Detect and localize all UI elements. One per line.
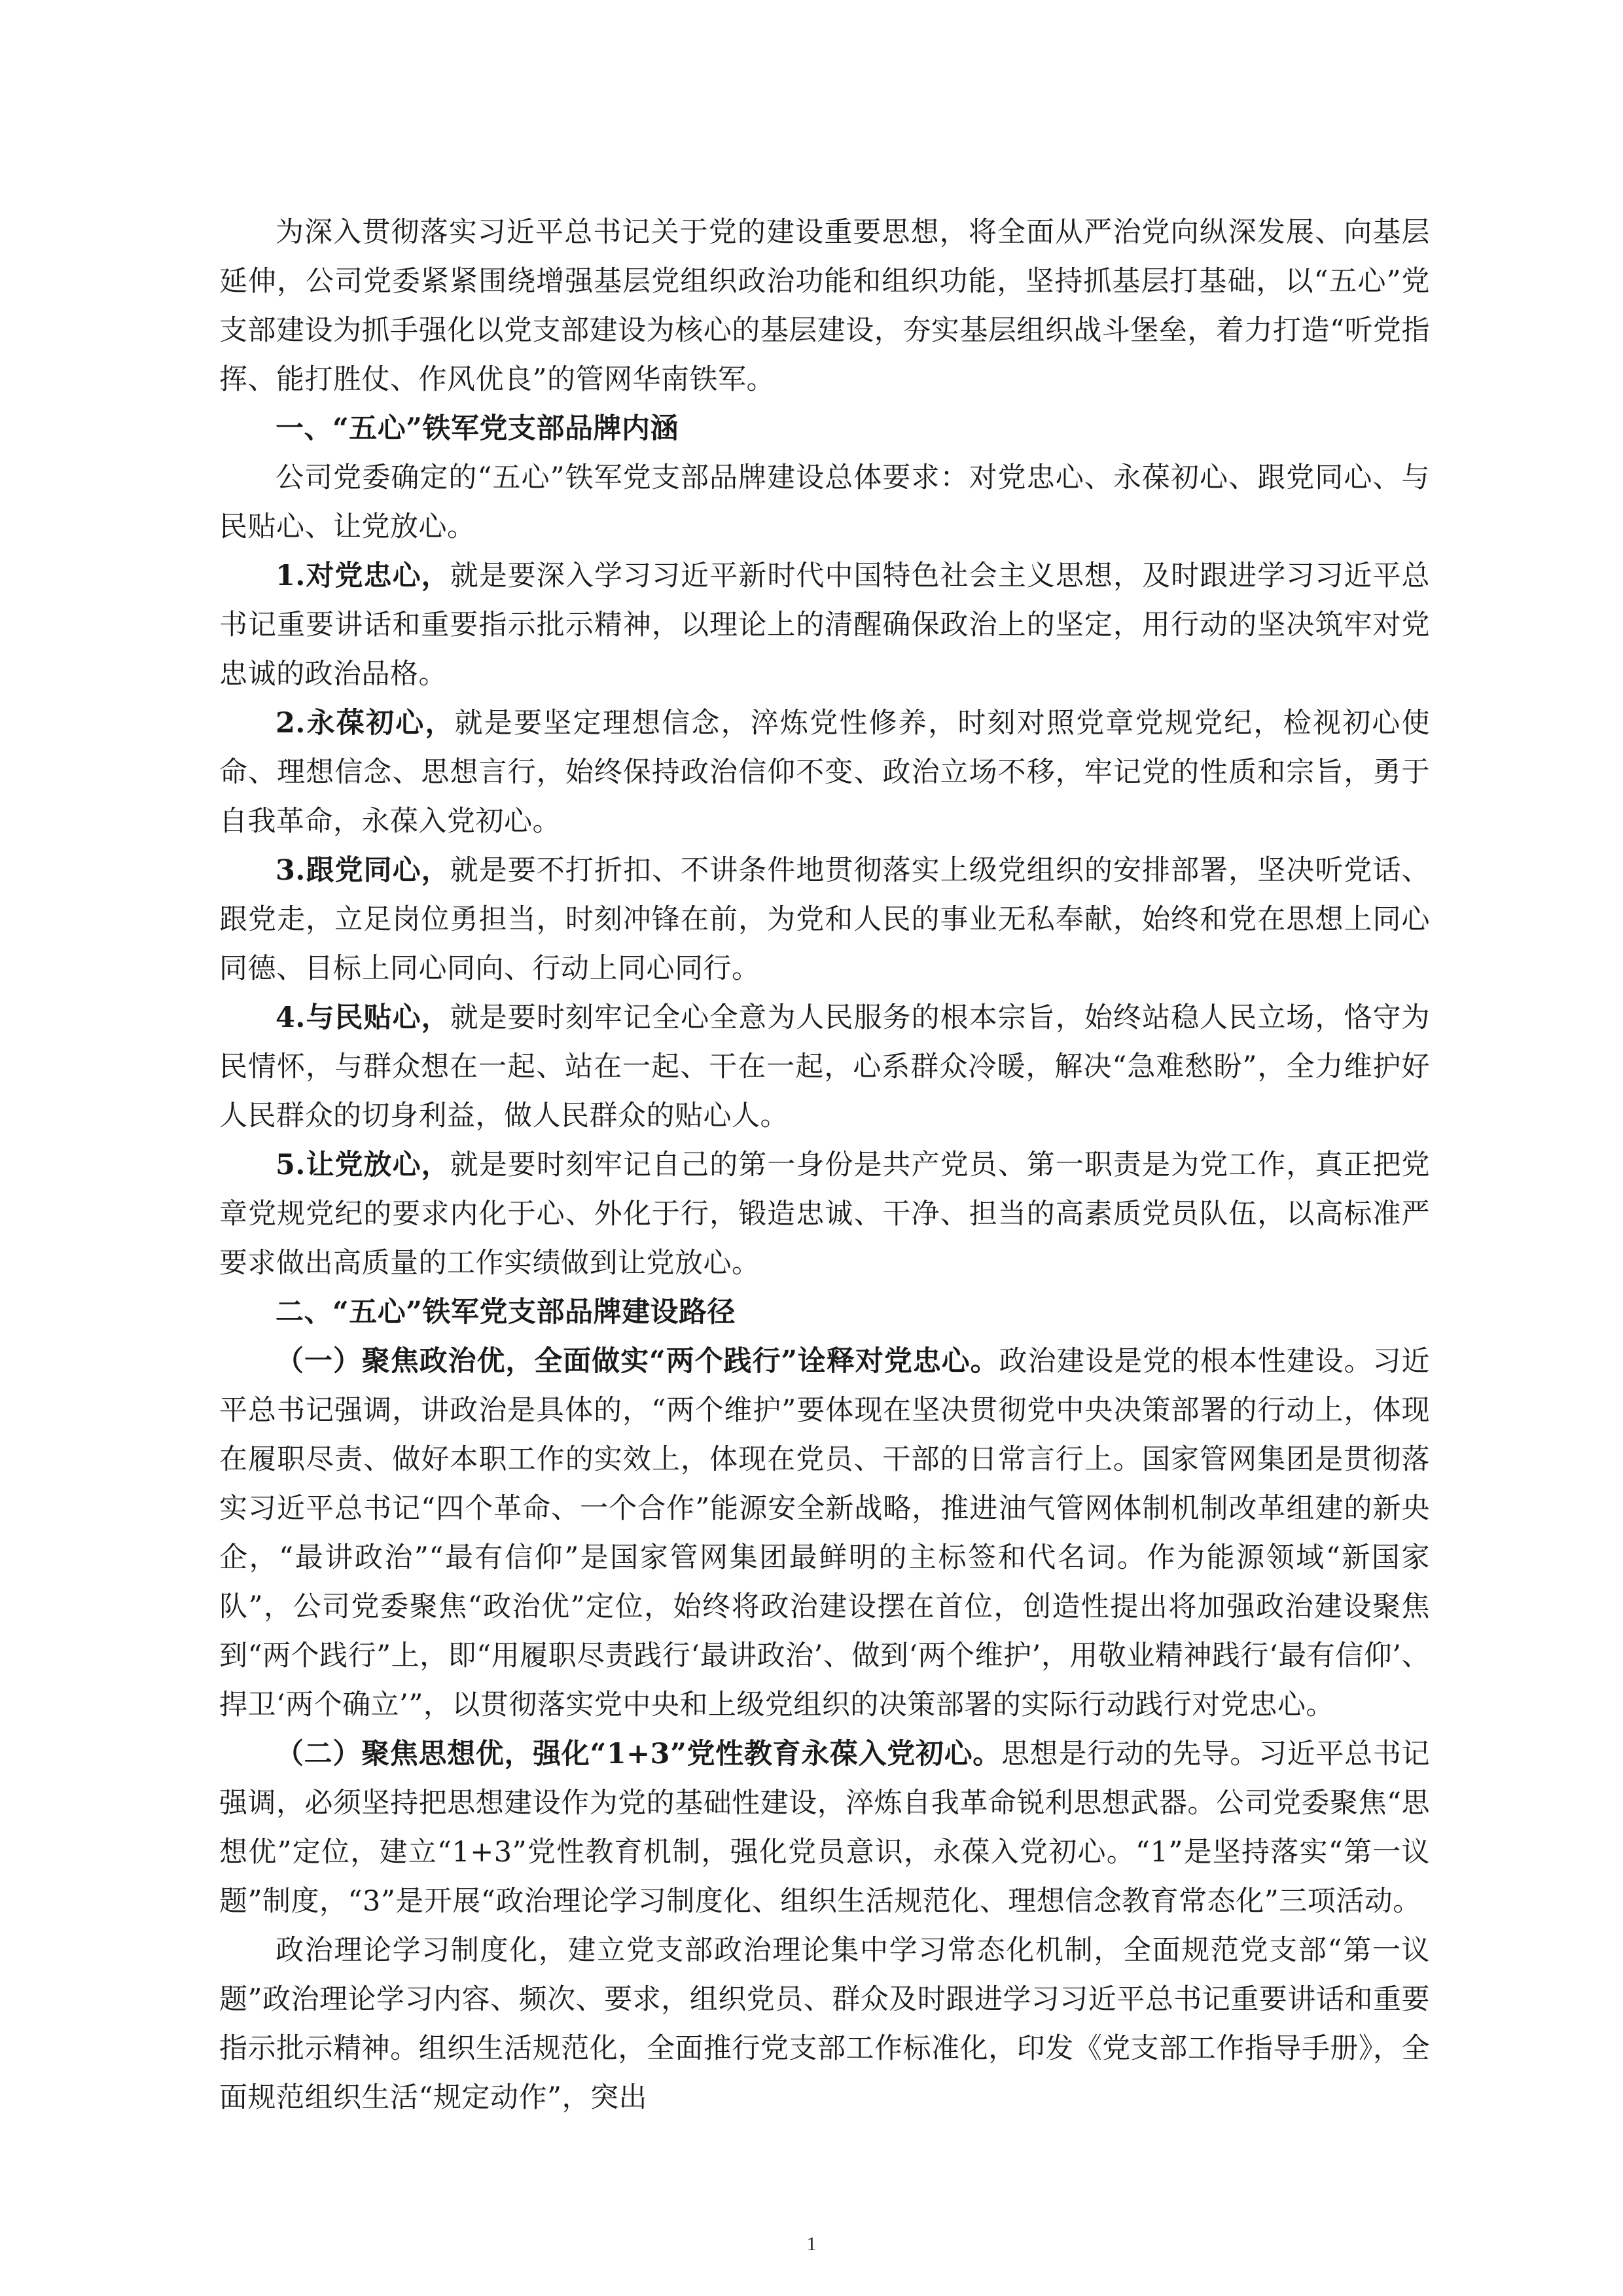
item-text-1: 就是要深入学习习近平新时代中国特色社会主义思想，及时跟进学习习近平总书记重要讲话和重要指示批示精神，以理论上的清醒确保政治上的坚定，用行动的坚决筑牢对党忠诚的政治品格。 — [219, 560, 1431, 691]
section-heading-1: 一、“五心”铁军党支部品牌内涵 — [276, 412, 679, 445]
subsection-paragraph-2 — [219, 1730, 1430, 1926]
item-paragraph-2 — [219, 699, 1430, 846]
item-paragraph-5 — [219, 1141, 1430, 1288]
item-paragraph-1 — [219, 552, 1430, 699]
subsection-paragraph-1 — [219, 1337, 1430, 1730]
subsection-text-1: 政治建设是党的根本性建设。习近平总书记强调，讲政治是具体的，“两个维护”要体现在坚决贯彻党中央决策部署的行动上，体现在履职尽责、做好本职工作的实效上，体现在党员、干部的日常言行上。国家管网集团是贯彻落实习近平总书记“四个革命、一个合作”能源安全新战略，推进油气管网体制机制改革组建的新央企，“最讲政治”“最有信仰”是国家管网集团最鲜明的主标签和代名词。作为能源领域“新国家队”，公司党委聚焦“政治优”定位，始终将政治建设摆在首位，创造性提出将加强政治建设聚焦到“两个践行”上，即“用履职尽责践行‘最讲政治’、做到‘两个维护’，用敬业精神践行‘最有信仰’、捍卫‘两个确立’”，以贯彻落实党中央和上级党组织的决策部署的实际行动践行对党忠心。 — [219, 1345, 1431, 1721]
section-1-intro-paragraph: 公司党委确定的“五心”铁军党支部品牌建设总体要求：对党忠心、永葆初心、跟党同心、与民贴心、让党放心。 — [219, 461, 1430, 543]
item-text-3: 就是要不打折扣、不讲条件地贯彻落实上级党组织的安排部署，坚决听党话、跟党走，立足岗位勇担当，时刻冲锋在前，为党和人民的事业无私奉献，始终和党在思想上同心同德、目标上同心同向、行动上同心同行。 — [219, 854, 1431, 985]
subsection-lead-1: （一）聚焦政治优，全面做实“两个践行”诠释对党忠心。 — [276, 1345, 999, 1378]
item-lead-2: 2.永葆初心， — [276, 707, 455, 740]
item-lead-3: 3.跟党同心， — [276, 854, 450, 887]
last-paragraph: 政治理论学习制度化，建立党支部政治理论集中学习常态化机制，全面规范党支部“第一议题”政治理论学习内容、频次、要求，组织党员、群众及时跟进学习习近平总书记重要讲话和重要指示批示精神。组织生活规范化，全面推行党支部工作标准化，印发《党支部工作指导手册》，全面规范组织生活“规定动作”，突出 — [219, 1934, 1430, 2114]
item-text-4: 就是要时刻牢记全心全意为人民服务的根本宗旨，始终站稳人民立场，恪守为民情怀，与群众想在一起、站在一起、干在一起，心系群众冷暖，解决“急难愁盼”，全力维护好人民群众的切身利益，做人民群众的贴心人。 — [219, 1001, 1431, 1132]
page-number: 1 — [806, 2233, 817, 2255]
subsection-text-2: 思想是行动的先导。习近平总书记强调，必须坚持把思想建设作为党的基础性建设，淬炼自我革命锐利思想武器。公司党委聚焦“思想优”定位，建立“1+3”党性教育机制，强化党员意识，永葆入党初心。“1”是坚持落实“第一议题”制度，“3”是开展“政治理论学习制度化、组织生活规范化、理想信念教育常态化”三项活动。 — [219, 1738, 1431, 1918]
item-paragraph-4 — [219, 994, 1430, 1141]
intro-paragraph: 为深入贯彻落实习近平总书记关于党的建设重要思想，将全面从严治党向纵深发展、向基层延伸，公司党委紧紧围绕增强基层党组织政治功能和组织功能，坚持抓基层打基础，以“五心”党支部建设为抓手强化以党支部建设为核心的基层建设，夯实基层组织战斗堡垒，着力打造“听党指挥、能打胜仗、作风优良”的管网华南铁军。 — [219, 216, 1430, 396]
item-lead-4: 4.与民贴心， — [276, 1001, 450, 1034]
item-text-5: 就是要时刻牢记自己的第一身份是共产党员、第一职责是为党工作，真正把党章党规党纪的要求内化于心、外化于行，锻造忠诚、干净、担当的高素质党员队伍，以高标准严要求做出高质量的工作实绩做到让党放心。 — [219, 1149, 1431, 1280]
item-lead-1: 1.对党忠心， — [276, 560, 450, 592]
document-body — [219, 208, 1430, 2123]
item-paragraph-3 — [219, 846, 1430, 994]
section-heading-2: 二、“五心”铁军党支部品牌建设路径 — [276, 1296, 736, 1329]
subsection-lead-2: （二）聚焦思想优，强化“1+3”党性教育永葆入党初心。 — [276, 1738, 1001, 1770]
item-lead-5: 5.让党放心， — [276, 1149, 450, 1181]
item-text-2: 就是要坚定理想信念，淬炼党性修养，时刻对照党章党规党纪，检视初心使命、理想信念、思想言行，始终保持政治信仰不变、政治立场不移，牢记党的性质和宗旨，勇于自我革命，永葆入党初心。 — [219, 707, 1431, 838]
